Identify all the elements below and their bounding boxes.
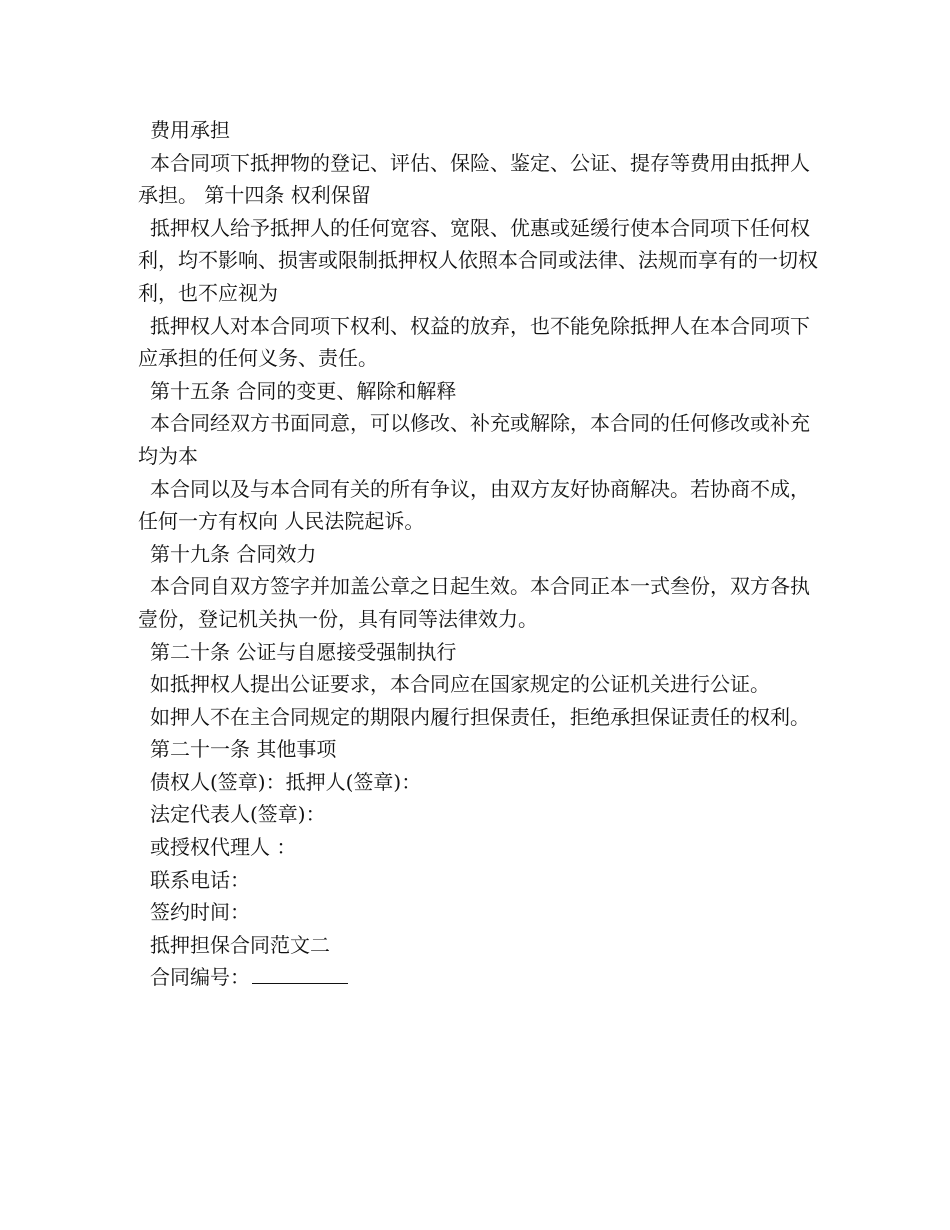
document-body xyxy=(138,114,818,994)
contract-number-blank xyxy=(252,965,348,984)
contract-number-label: 合同编号： xyxy=(150,965,250,990)
signature-agent: 或授权代理人 ： xyxy=(150,835,297,860)
paragraph-notarization: 如抵押权人提出公证要求，本合同应在国家规定的公证机关进行公证。 xyxy=(150,672,770,697)
article-19-heading: 第十九条 合同效力 xyxy=(150,541,317,566)
section-heading-fee: 费用承担 xyxy=(150,118,230,142)
paragraph-effectiveness: 本合同自双方签字并加盖公章之日起生效。本合同正本一式叁份，双方各执壹份，登记机关执一份，具有同等法律效力。 xyxy=(138,574,810,631)
signature-parties: 债权人(签章)：抵押人(签章)： xyxy=(150,769,422,794)
article-21-heading: 第二十一条 其他事项 xyxy=(150,737,337,762)
article-15-heading: 第十五条 合同的变更、解除和解释 xyxy=(150,378,457,403)
contract-number-line xyxy=(138,961,818,994)
paragraph-rights-reservation: 抵押权人给予抵押人的任何宽容、宽限、优惠或延缓行使本合同项下任何权利，均不影响、损害或限制抵押权人依照本合同或法律、法规而享有的一切权利，也不应视为 xyxy=(138,215,818,305)
signature-phone: 联系电话： xyxy=(150,867,250,892)
signature-legal-rep: 法定代表人(签章)： xyxy=(150,802,326,827)
paragraph-amendment: 本合同经双方书面同意，可以修改、补充或解除，本合同的任何修改或补充均为本 xyxy=(138,411,810,468)
signature-date: 签约时间： xyxy=(150,900,250,925)
sample-two-title: 抵押担保合同范文二 xyxy=(150,932,330,957)
paragraph-dispute: 本合同以及与本合同有关的所有争议，由双方友好协商解决。若协商不成，任何一方有权向 人民法院起诉。 xyxy=(138,476,810,534)
paragraph-fee-terms: 本合同项下抵押物的登记、评估、保险、鉴定、公证、提存等费用由抵押人承担。 第十四条 权利保留 xyxy=(138,150,810,208)
paragraph-enforcement: 如押人不在主合同规定的期限内履行担保责任，拒绝承担保证责任的权利。 xyxy=(150,704,810,729)
paragraph-no-waiver: 抵押权人对本合同项下权利、权益的放弃，也不能免除抵押人在本合同项下应承担的任何义务、责任。 xyxy=(138,313,810,371)
article-20-heading: 第二十条 公证与自愿接受强制执行 xyxy=(150,639,457,664)
